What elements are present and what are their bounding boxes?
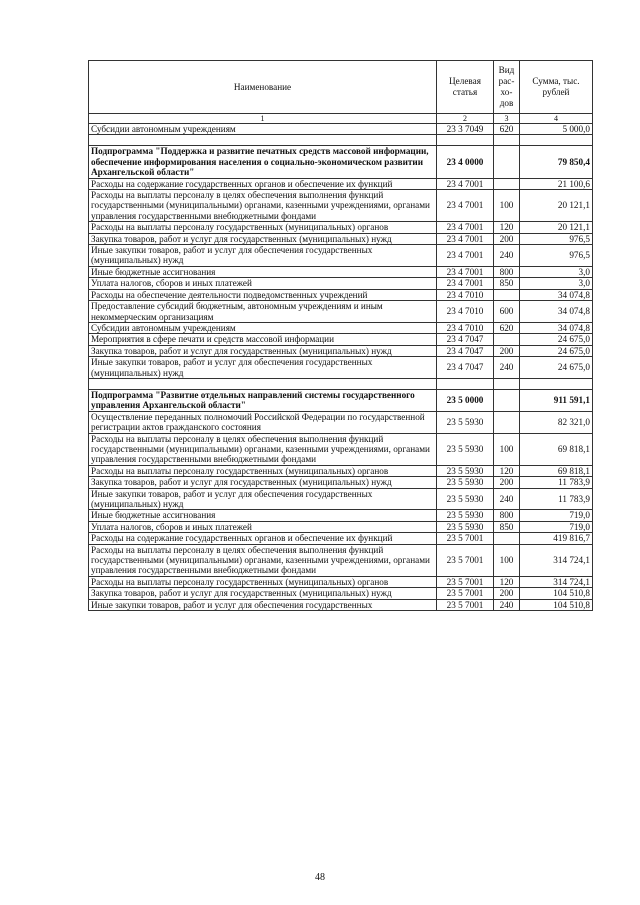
header-code: Целевая статья bbox=[437, 61, 494, 114]
row-sum: 911 591,1 bbox=[520, 389, 593, 411]
row-kind: 120 bbox=[494, 465, 520, 476]
table-body bbox=[89, 124, 593, 611]
row-kind: 200 bbox=[494, 477, 520, 488]
table-row bbox=[89, 433, 593, 465]
row-name: Иные бюджетные ассигнования bbox=[89, 266, 437, 277]
row-code: 23 4 7047 bbox=[437, 357, 494, 379]
row-code: 23 4 7001 bbox=[437, 245, 494, 267]
row-code: 23 4 7010 bbox=[437, 322, 494, 333]
table-row bbox=[89, 178, 593, 189]
row-sum: 419 816,7 bbox=[520, 533, 593, 544]
spacer-cell bbox=[437, 135, 494, 146]
row-kind bbox=[494, 389, 520, 411]
row-name: Закупка товаров, работ и услуг для государственных (муниципальных) нужд bbox=[89, 345, 437, 356]
row-code: 23 5 5930 bbox=[437, 411, 494, 433]
row-sum: 314 724,1 bbox=[520, 576, 593, 587]
header-name: Наименование bbox=[89, 61, 437, 114]
table-row bbox=[89, 245, 593, 267]
row-name: Предоставление субсидий бюджетным, автономным учреждениям и иным некоммерческим организациям bbox=[89, 301, 437, 323]
row-kind: 620 bbox=[494, 322, 520, 333]
row-sum: 24 675,0 bbox=[520, 345, 593, 356]
row-name: Расходы на выплаты персоналу государственных (муниципальных) органов bbox=[89, 576, 437, 587]
row-kind: 240 bbox=[494, 245, 520, 267]
row-code: 23 5 0000 bbox=[437, 389, 494, 411]
row-name: Расходы на выплаты персоналу государственных (муниципальных) органов bbox=[89, 222, 437, 233]
column-number-row bbox=[89, 114, 593, 124]
spacer-cell bbox=[89, 135, 437, 146]
row-name: Закупка товаров, работ и услуг для государственных (муниципальных) нужд bbox=[89, 588, 437, 599]
row-code: 23 4 7001 bbox=[437, 178, 494, 189]
column-number: 4 bbox=[520, 114, 593, 124]
row-code: 23 5 7001 bbox=[437, 544, 494, 576]
row-code: 23 5 7001 bbox=[437, 576, 494, 587]
row-code: 23 5 5930 bbox=[437, 488, 494, 510]
row-kind bbox=[494, 533, 520, 544]
column-number: 3 bbox=[494, 114, 520, 124]
row-name: Субсидии автономным учреждениям bbox=[89, 322, 437, 333]
table-row bbox=[89, 289, 593, 300]
row-code: 23 4 7047 bbox=[437, 345, 494, 356]
row-kind: 200 bbox=[494, 588, 520, 599]
header-sum: Сумма, тыс. рублей bbox=[520, 61, 593, 114]
row-kind: 120 bbox=[494, 222, 520, 233]
row-kind: 120 bbox=[494, 576, 520, 587]
table-row bbox=[89, 278, 593, 289]
table-row bbox=[89, 411, 593, 433]
table-row bbox=[89, 477, 593, 488]
spacer-cell bbox=[494, 135, 520, 146]
row-name: Закупка товаров, работ и услуг для государственных (муниципальных) нужд bbox=[89, 233, 437, 244]
row-code: 23 4 7001 bbox=[437, 266, 494, 277]
table-row bbox=[89, 576, 593, 587]
row-name: Субсидии автономным учреждениям bbox=[89, 124, 437, 135]
row-code: 23 4 7001 bbox=[437, 278, 494, 289]
row-sum: 21 100,6 bbox=[520, 178, 593, 189]
row-sum: 82 321,0 bbox=[520, 411, 593, 433]
row-sum: 104 510,8 bbox=[520, 588, 593, 599]
row-kind: 240 bbox=[494, 599, 520, 610]
spacer-cell bbox=[437, 378, 494, 389]
row-sum: 976,5 bbox=[520, 245, 593, 267]
table-row bbox=[89, 510, 593, 521]
row-code: 23 4 7010 bbox=[437, 289, 494, 300]
table-row bbox=[89, 190, 593, 222]
row-kind: 100 bbox=[494, 544, 520, 576]
row-sum: 20 121,1 bbox=[520, 222, 593, 233]
row-name: Иные закупки товаров, работ и услуг для обеспечения государственных (муниципальных) нужд bbox=[89, 245, 437, 267]
row-kind: 850 bbox=[494, 521, 520, 532]
subprogram-row bbox=[89, 146, 593, 178]
table-row bbox=[89, 124, 593, 135]
row-sum: 24 675,0 bbox=[520, 357, 593, 379]
row-name: Уплата налогов, сборов и иных платежей bbox=[89, 278, 437, 289]
table-row bbox=[89, 521, 593, 532]
table-row bbox=[89, 533, 593, 544]
row-code: 23 5 7001 bbox=[437, 599, 494, 610]
row-code: 23 4 7047 bbox=[437, 334, 494, 345]
row-kind bbox=[494, 146, 520, 178]
row-kind bbox=[494, 334, 520, 345]
row-kind bbox=[494, 178, 520, 189]
spacer-cell bbox=[520, 378, 593, 389]
row-name: Расходы на выплаты персоналу государственных (муниципальных) органов bbox=[89, 465, 437, 476]
row-sum: 24 675,0 bbox=[520, 334, 593, 345]
row-name: Расходы на выплаты персоналу в целях обеспечения выполнения функций государственными (муниципальными) органами, казенными учреждениями, органами управления государственными внебюджетными фондами bbox=[89, 433, 437, 465]
row-code: 23 5 7001 bbox=[437, 588, 494, 599]
spacer-cell bbox=[520, 135, 593, 146]
table-row bbox=[89, 544, 593, 576]
table-row bbox=[89, 599, 593, 610]
row-kind: 620 bbox=[494, 124, 520, 135]
row-name: Уплата налогов, сборов и иных платежей bbox=[89, 521, 437, 532]
row-name: Расходы на выплаты персоналу в целях обеспечения выполнения функций государственными (муниципальными) органами, казенными учреждениями, органами управления государственными внебюджетными фондами bbox=[89, 190, 437, 222]
row-sum: 20 121,1 bbox=[520, 190, 593, 222]
row-kind: 850 bbox=[494, 278, 520, 289]
page-number: 48 bbox=[315, 872, 325, 883]
row-name: Иные бюджетные ассигнования bbox=[89, 510, 437, 521]
table-row bbox=[89, 588, 593, 599]
row-code: 23 3 7049 bbox=[437, 124, 494, 135]
spacer-row bbox=[89, 378, 593, 389]
column-number: 2 bbox=[437, 114, 494, 124]
row-kind: 240 bbox=[494, 357, 520, 379]
table-row bbox=[89, 357, 593, 379]
row-code: 23 5 5930 bbox=[437, 433, 494, 465]
table-row bbox=[89, 345, 593, 356]
row-sum: 34 074,8 bbox=[520, 289, 593, 300]
header-kind: Вид рас-хо-дов bbox=[494, 61, 520, 114]
row-kind: 600 bbox=[494, 301, 520, 323]
row-sum: 79 850,4 bbox=[520, 146, 593, 178]
row-kind: 800 bbox=[494, 266, 520, 277]
budget-table bbox=[88, 60, 593, 611]
row-sum: 5 000,0 bbox=[520, 124, 593, 135]
table-row bbox=[89, 334, 593, 345]
row-code: 23 4 7001 bbox=[437, 190, 494, 222]
row-kind bbox=[494, 411, 520, 433]
row-name: Осуществление переданных полномочий Российской Федерации по государственной регистрации актов гражданского состояния bbox=[89, 411, 437, 433]
row-sum: 34 074,8 bbox=[520, 301, 593, 323]
row-name: Расходы на содержание государственных органов и обеспечение их функций bbox=[89, 178, 437, 189]
row-sum: 719,0 bbox=[520, 521, 593, 532]
row-code: 23 4 7001 bbox=[437, 233, 494, 244]
row-sum: 69 818,1 bbox=[520, 465, 593, 476]
row-kind: 100 bbox=[494, 190, 520, 222]
row-code: 23 4 7001 bbox=[437, 222, 494, 233]
subprogram-row bbox=[89, 389, 593, 411]
row-code: 23 5 5930 bbox=[437, 477, 494, 488]
row-name: Мероприятия в сфере печати и средств массовой информации bbox=[89, 334, 437, 345]
row-sum: 314 724,1 bbox=[520, 544, 593, 576]
row-name: Иные закупки товаров, работ и услуг для обеспечения государственных bbox=[89, 599, 437, 610]
row-kind: 200 bbox=[494, 345, 520, 356]
table-row bbox=[89, 465, 593, 476]
table-row bbox=[89, 322, 593, 333]
row-name: Расходы на обеспечение деятельности подведомственных учреждений bbox=[89, 289, 437, 300]
table-row bbox=[89, 301, 593, 323]
table-row bbox=[89, 233, 593, 244]
row-name: Закупка товаров, работ и услуг для государственных (муниципальных) нужд bbox=[89, 477, 437, 488]
row-sum: 3,0 bbox=[520, 266, 593, 277]
row-name: Расходы на содержание государственных органов и обеспечение их функций bbox=[89, 533, 437, 544]
row-code: 23 5 7001 bbox=[437, 533, 494, 544]
row-kind: 800 bbox=[494, 510, 520, 521]
table-row bbox=[89, 222, 593, 233]
row-kind: 100 bbox=[494, 433, 520, 465]
row-sum: 3,0 bbox=[520, 278, 593, 289]
row-name: Подпрограмма "Поддержка и развитие печатных средств массовой информации, обеспечение информирования населения о социально-экономическом развитии Архангельской области" bbox=[89, 146, 437, 178]
column-number: 1 bbox=[89, 114, 437, 124]
row-name: Иные закупки товаров, работ и услуг для обеспечения государственных (муниципальных) нужд bbox=[89, 357, 437, 379]
row-name: Иные закупки товаров, работ и услуг для обеспечения государственных (муниципальных) нужд bbox=[89, 488, 437, 510]
spacer-row bbox=[89, 135, 593, 146]
row-name: Расходы на выплаты персоналу в целях обеспечения выполнения функций государственными (муниципальными) органами, казенными учреждениями, органами управления государственными внебюджетными фондами bbox=[89, 544, 437, 576]
table-header-row bbox=[89, 61, 593, 114]
row-code: 23 4 7010 bbox=[437, 301, 494, 323]
row-code: 23 4 0000 bbox=[437, 146, 494, 178]
row-sum: 11 783,9 bbox=[520, 477, 593, 488]
spacer-cell bbox=[89, 378, 437, 389]
row-code: 23 5 5930 bbox=[437, 510, 494, 521]
row-code: 23 5 5930 bbox=[437, 521, 494, 532]
row-kind bbox=[494, 289, 520, 300]
document-page bbox=[88, 60, 592, 611]
row-code: 23 5 5930 bbox=[437, 465, 494, 476]
spacer-cell bbox=[494, 378, 520, 389]
row-kind: 240 bbox=[494, 488, 520, 510]
row-sum: 104 510,8 bbox=[520, 599, 593, 610]
row-name: Подпрограмма "Развитие отдельных направлений системы государственного управления Архангельской области" bbox=[89, 389, 437, 411]
table-row bbox=[89, 488, 593, 510]
row-sum: 69 818,1 bbox=[520, 433, 593, 465]
row-kind: 200 bbox=[494, 233, 520, 244]
table-row bbox=[89, 266, 593, 277]
row-sum: 719,0 bbox=[520, 510, 593, 521]
row-sum: 34 074,8 bbox=[520, 322, 593, 333]
row-sum: 976,5 bbox=[520, 233, 593, 244]
row-sum: 11 783,9 bbox=[520, 488, 593, 510]
